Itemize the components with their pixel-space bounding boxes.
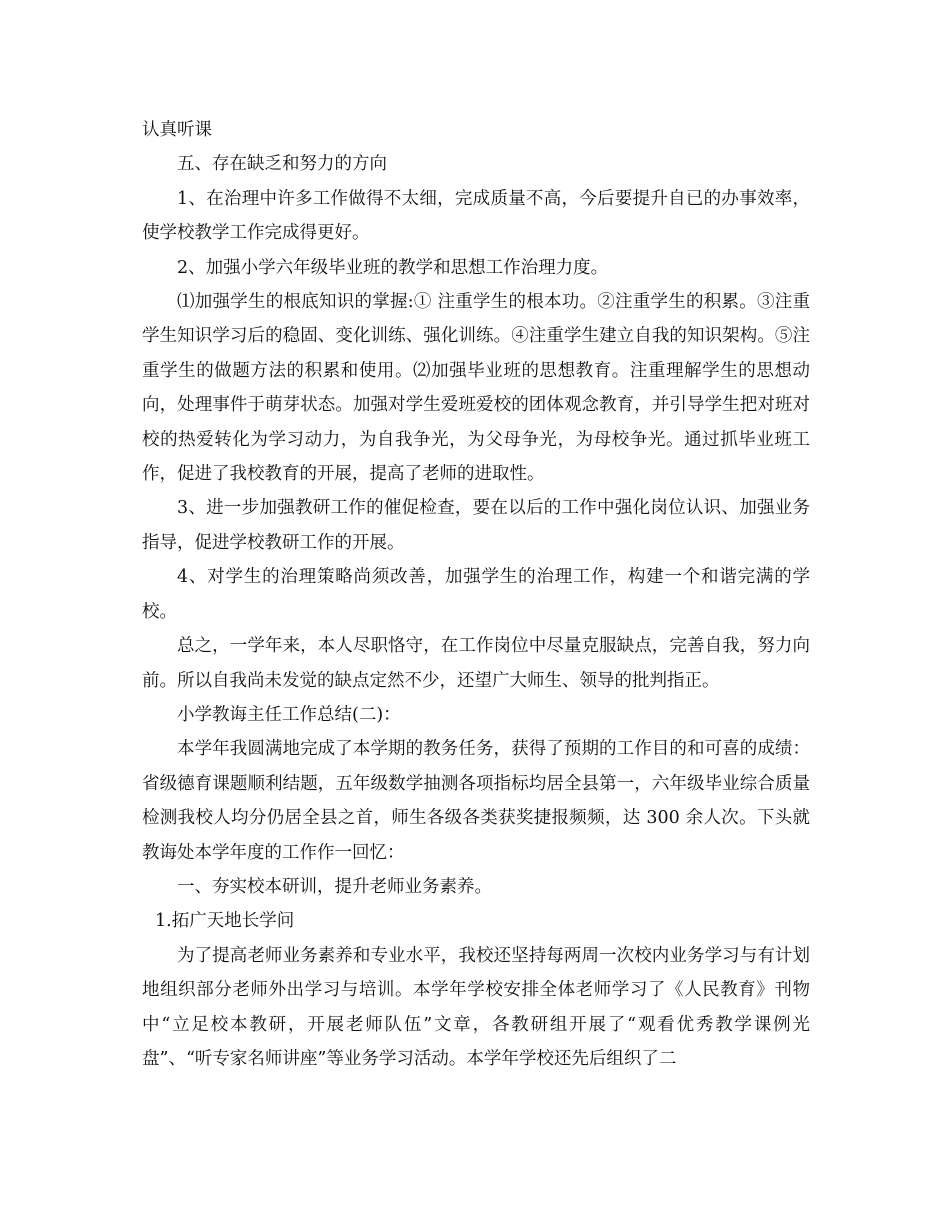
paragraph-conclusion: 总之，一学年来，本人尽职恪守，在工作岗位中尽量克服缺点，完善自我，努力向前。所以自我尚未发觉的缺点定然不少，还望广大师生、领导的批判指正。 — [142, 636, 810, 691]
document-body — [142, 113, 810, 1076]
paragraph-training-details: 为了提高老师业务素养和专业水平，我校还坚持每两周一次校内业务学习与有计划地组织部分老师外出学习与培训。本学年学校安排全体老师学习了《人民教育》刊物中“立足校本教研，开展老师队伍”文章，各教研组开展了“观看优秀教学课例光盘”、“听专家名师讲座”等业务学习活动。本学年学校还先后组织了二 — [142, 945, 810, 1069]
paragraph-item-4: 4、对学生的治理策略尚须改善，加强学生的治理工作，构建一个和谐完满的学校。 — [142, 567, 810, 622]
paragraph-item-1: 1、在治理中许多工作做得不太细，完成质量不高，今后要提升自已的办事效率，使学校教学工作完成得更好。 — [142, 188, 810, 244]
section-heading-training: 一、夯实校本研训，提升老师业务素养。 — [177, 876, 492, 897]
subheading-broaden-knowledge: 1.拓广天地长学问 — [155, 911, 295, 932]
section-heading-shortcomings: 五、存在缺乏和努力的方向 — [177, 154, 387, 175]
section-title-summary-two: 小学教诲主任工作总结(二)： — [177, 704, 401, 725]
paragraph-item-2-details: ⑴加强学生的根底知识的掌握:① 注重学生的根本功。②注重学生的积累。③注重学生知识学习后的稳固、变化训练、强化训练。④注重学生建立自我的知识架构。⑤注重学生的做题方法的积累和使用。⑵加强毕业班的思想教育。注重理解学生的思想动向，处理事件于萌芽状态。加强对学生爱班爱校的团体观念教育，并引导学生把对班对校的热爱转化为学习动力，为自我争光，为父母争光，为母校争光。通过抓毕业班工作，促进了我校教育的开展，提高了老师的进取性。 — [142, 292, 810, 485]
paragraph-continuation: 认真听课 — [142, 120, 212, 140]
paragraph-achievements: 本学年我圆满地完成了本学期的教务任务，获得了预期的工作目的和可喜的成绩：省级德育课题顺利结题，五年级数学抽测各项指标均居全县第一，六年级毕业综合质量检测我校人均分仍居全县之首，师生各级各类获奖捷报频频，达 300 余人次。下头就教诲处本学年度的工作作一回忆： — [142, 739, 810, 863]
paragraph-item-3: 3、进一步加强教研工作的催促检查，要在以后的工作中强化岗位认识、加强业务指导，促进学校教研工作的开展。 — [142, 498, 810, 553]
paragraph-item-2: 2、加强小学六年级毕业班的教学和思想工作治理力度。 — [177, 257, 609, 278]
